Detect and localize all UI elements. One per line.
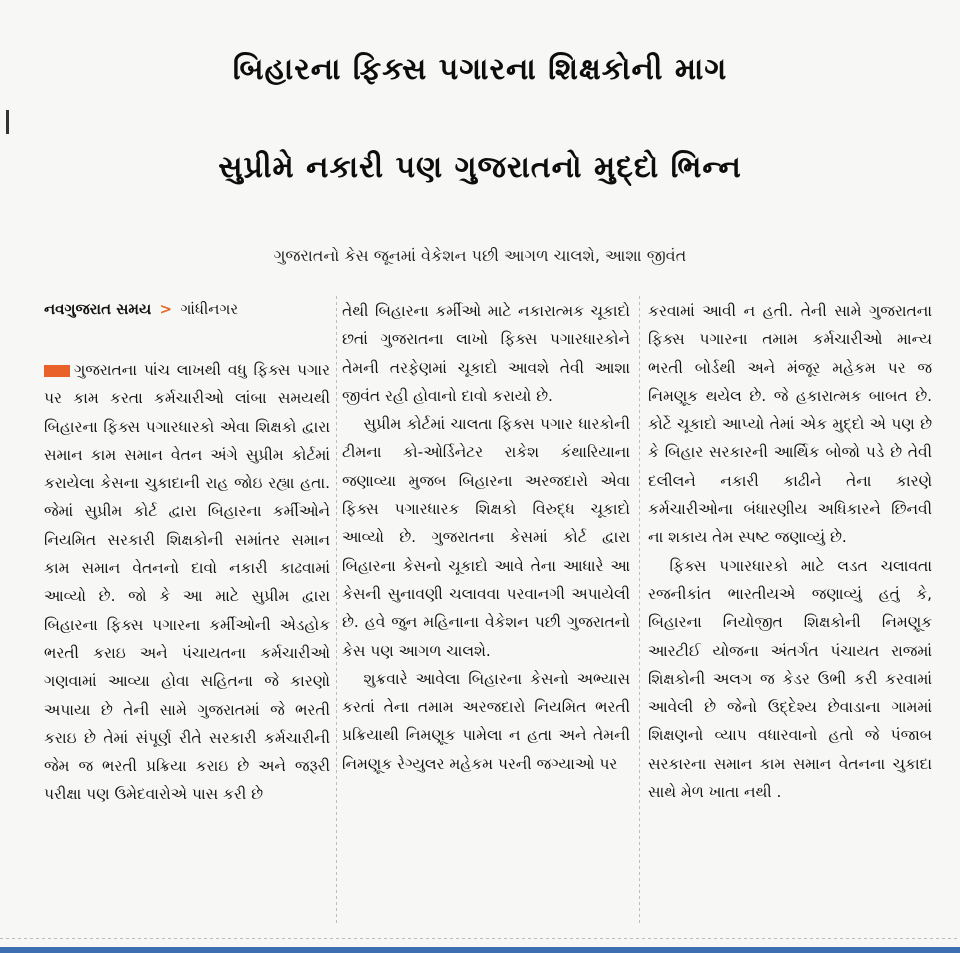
byline-separator: >: [159, 300, 173, 318]
footer-dotted-rule: [0, 938, 960, 939]
byline-city: ગાંધીનગર: [180, 300, 239, 318]
byline: [44, 300, 238, 318]
column-divider-2: [639, 296, 640, 926]
column-2-paragraph-3: શુક્રવારે આવેલા બિહારના કેસનો અભ્યાસ કરતાં તેના તમામ અરજદારો નિયમિત ભરતી પ્રક્રિયાથી નિમણૂક પામેલા ન હતા અને તેમની નિમણૂક રેગ્યુલર મહેકમ પરની જગ્યાઓ પર: [342, 669, 630, 773]
column-1-paragraph-1: [44, 356, 330, 809]
headline-line-1: બિહારના ફિક્સ પગારના શિક્ષકોની માગ: [232, 52, 728, 87]
column-1-paragraph-1-text: ગુજરાતના પાંચ લાખથી વધુ ફિક્સ પગાર પર કામ કરતા કર્મચારીઓ લાંબા સમયથી બિહારના ફિક્સ પગારધારકો એવા શિક્ષકો દ્વારા સમાન કામ સમાન વેતન અંગે સુપ્રીમ કોર્ટમાં કરાયેલા કેસના ચુકાદાની રાહ જોઇ રહ્યા હતા. જેમાં સુપ્રીમ કોર્ટ દ્વારા બિહારના કર્મીઓને નિયમિત સરકારી શિક્ષકોની સમાંતર સમાન કામ સમાન વેતનનો દાવો નકારી કાઢવામાં આવ્યો છે. જો કે આ માટે સુપ્રીમ દ્વારા બિહારના ફિક્સ પગારના કર્મીઓની એડહોક ભરતી કરાઇ અને પંચાયતના કર્મચારીઓ ગણવામાં આવ્યા હોવા સહિતના જે કારણો અપાયા છે તેની સામે ગુજરાતમાં જે ભરતી કરાઇ છે તેમાં સંપૂર્ણ રીતે સરકારી કર્મચારીની જેમ જ ભરતી પ્રક્રિયા કરાઇ છે અને જરૂરી પરીક્ષા પણ ઉમેદવારોએ પાસ કરી છે: [44, 361, 330, 804]
subheadline: ગુજરાતનો કેસ જૂનમાં વેકેશન પછી આગળ ચાલશે, આશા જીવંત: [273, 246, 687, 265]
column-3-paragraph-1: કરવામાં આવી ન હતી. તેની સામે ગુજરાતના ફિક્સ પગારના તમામ કર્મચારીઓ માન્ય ભરતી બોર્ડથી અને મંજૂર મહેકમ પર જ નિમણૂક થયેલ છે. જે હકારાત્મક બાબત છે. કોર્ટે ચૂકાદો આપ્યો તેમાં એક મુદ્દો એ પણ છે કે બિહાર સરકારની આર્થિક બોજો પડે છે તેવી દલીલને નકારી કાઢીને તેના કારણે કર્મચારીઓના બંધારણીય અધિકારને છિનવી ના શકાય તેમ સ્પષ્ટ જણાવ્યું છે.: [648, 302, 932, 547]
column-2-paragraph-2: સુપ્રીમ કોર્ટમાં ચાલતા ફિક્સ પગાર ધારકોની ટીમના કો-ઓર્ડિનેટર રાકેશ કંથારિયાના જણાવ્યા મુજબ બિહારના અરજદારો એવા ફિક્સ પગારધારક શિક્ષકો વિરુદ્ધ ચૂકાદો આવ્યો છે. ગુજરાતના કેસમાં કોર્ટ દ્વારા બિહારના કેસનો ચૂકાદો આવે તેના આધારે આ કેસની સુનાવણી ચલાવવા પરવાનગી અપાયેલી છે. હવે જુન મહિનાના વેકેશન પછી ગુજરાતનો કેસ પણ આગળ ચાલશે.: [342, 415, 630, 660]
column-divider-1: [336, 296, 337, 926]
article-column-2: [342, 297, 630, 778]
lead-bullet-icon: [44, 365, 70, 377]
article-column-3: [648, 297, 932, 806]
column-2-paragraph-1: તેથી બિહારના કર્મીઓ માટે નકારાત્મક ચૂકાદો છતાં ગુજરાતના લાખો ફિક્સ પગારધારકોને તેમની તરફેણમાં ચૂકાદો આવશે તેવી આશા જીવંત રહી હોવાનો દાવો કરાયો છે.: [342, 302, 630, 405]
article-column-1: [44, 356, 330, 809]
footer-color-bar: [0, 947, 960, 953]
headline-line-2: સુપ્રીમે નકારી પણ ગુજરાતનો મુદ્દો ભિન્ન: [218, 150, 742, 185]
column-3-paragraph-2: ફિક્સ પગારધારકો માટે લડત ચલાવતા રજનીકાંત ભારતીયએ જણાવ્યું હતું કે, બિહારના નિયોજીત શિક્ષકોની નિમણૂક આરટીઈ યોજના અંતર્ગત પંચાયત રાજમાં શિક્ષકોની અલગ જ કેડર ઉભી કરી કરવામાં આવેલી છે જેનો ઉદ્દેશ્ય છેવાડાના ગામમાં શિક્ષણનો વ્યાપ વધારવાનો હતો જે પંજાબ સરકારના સમાન કામ સમાન વેતનના ચુકાદા સાથે મેળ ખાતા નથી .: [648, 556, 932, 802]
byline-source: નવગુજરાત સમય: [44, 300, 152, 318]
